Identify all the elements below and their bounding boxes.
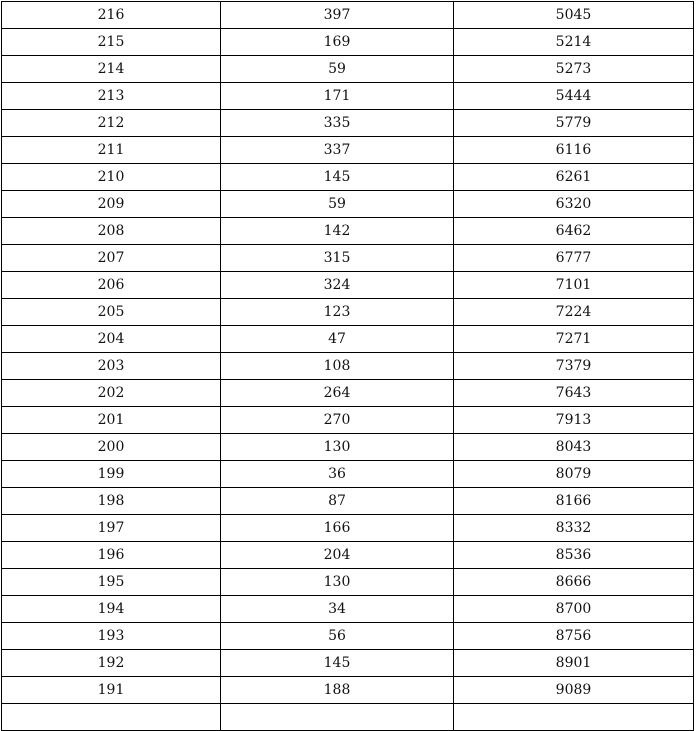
count-cell: 145 [221,164,454,191]
count-cell: 264 [221,380,454,407]
score-cell: 211 [2,137,221,164]
table-row [2,137,694,164]
table-row [2,29,694,56]
count-cell: 145 [221,650,454,677]
score-cell: 194 [2,596,221,623]
score-cell: 197 [2,515,221,542]
score-cell: 198 [2,488,221,515]
cumulative-count-cell: 7379 [454,353,694,380]
score-cell: 205 [2,299,221,326]
cumulative-count-cell: 5214 [454,29,694,56]
cumulative-count-cell: 8043 [454,434,694,461]
count-cell: 324 [221,272,454,299]
count-cell: 337 [221,137,454,164]
cumulative-count-cell: 7913 [454,407,694,434]
cumulative-count-cell: 7643 [454,380,694,407]
cumulative-count-cell: 7271 [454,326,694,353]
count-cell: 108 [221,353,454,380]
cumulative-count-cell: 8901 [454,650,694,677]
count-cell: 130 [221,434,454,461]
table-row [2,488,694,515]
count-cell: 123 [221,299,454,326]
score-cell: 216 [2,2,221,29]
count-cell: 166 [221,515,454,542]
score-distribution-table [1,1,694,731]
score-cell: 208 [2,218,221,245]
table-row [2,56,694,83]
count-cell: 36 [221,461,454,488]
table-row [2,434,694,461]
score-cell: 201 [2,407,221,434]
table-row [2,623,694,650]
score-cell: 215 [2,29,221,56]
score-cell: 213 [2,83,221,110]
score-cell: 202 [2,380,221,407]
table-row [2,245,694,272]
cumulative-count-cell: 5444 [454,83,694,110]
count-cell: 171 [221,83,454,110]
score-cell: 192 [2,650,221,677]
count-cell: 59 [221,56,454,83]
cumulative-count-cell: 5045 [454,2,694,29]
count-cell: 188 [221,677,454,704]
score-cell: 196 [2,542,221,569]
score-cell: 193 [2,623,221,650]
count-cell: 56 [221,623,454,650]
cumulative-count-cell: 6261 [454,164,694,191]
count-cell: 315 [221,245,454,272]
cumulative-count-cell: 8332 [454,515,694,542]
table-row [2,326,694,353]
score-cell: 209 [2,191,221,218]
cumulative-count-cell: 5779 [454,110,694,137]
score-cell: 210 [2,164,221,191]
table-row [2,569,694,596]
table-row [2,299,694,326]
cumulative-count-cell: 6116 [454,137,694,164]
table-row [2,164,694,191]
score-cell: 203 [2,353,221,380]
count-cell: 130 [221,569,454,596]
cumulative-count-cell: 8536 [454,542,694,569]
table-row [2,461,694,488]
count-cell: 335 [221,110,454,137]
score-cell: 195 [2,569,221,596]
table-row [2,542,694,569]
table-row [2,650,694,677]
table-row [2,83,694,110]
table-row [2,677,694,704]
table-row [2,110,694,137]
table-row [2,596,694,623]
table-row [2,191,694,218]
score-cell: 212 [2,110,221,137]
score-cell: 200 [2,434,221,461]
score-cell: 199 [2,461,221,488]
count-cell: 59 [221,191,454,218]
cumulative-count-cell: 6462 [454,218,694,245]
cumulative-count-cell: 8079 [454,461,694,488]
cumulative-count-cell: 6777 [454,245,694,272]
table-body [2,2,694,731]
cumulative-count-cell: 8166 [454,488,694,515]
count-cell: 87 [221,488,454,515]
cumulative-count-cell: 7224 [454,299,694,326]
cumulative-count-cell: 8700 [454,596,694,623]
cumulative-count-cell: 6320 [454,191,694,218]
cumulative-count-cell: 9089 [454,677,694,704]
count-cell: 397 [221,2,454,29]
count-cell: 270 [221,407,454,434]
cumulative-count-cell: 8756 [454,623,694,650]
cumulative-count-cell: 5273 [454,56,694,83]
count-cell: 47 [221,326,454,353]
table-row [2,380,694,407]
score-cell: 214 [2,56,221,83]
table-row [2,407,694,434]
count-cell: 204 [221,542,454,569]
cumulative-count-cell: 7101 [454,272,694,299]
table-row [2,218,694,245]
count-cell: 142 [221,218,454,245]
table-row [2,353,694,380]
count-cell: 169 [221,29,454,56]
table-row [2,2,694,29]
score-cell: 206 [2,272,221,299]
count-cell: 34 [221,596,454,623]
score-cell: 204 [2,326,221,353]
score-cell: 191 [2,677,221,704]
table-row [2,515,694,542]
score-cell: 207 [2,245,221,272]
cumulative-count-cell: 8666 [454,569,694,596]
table-row [2,272,694,299]
